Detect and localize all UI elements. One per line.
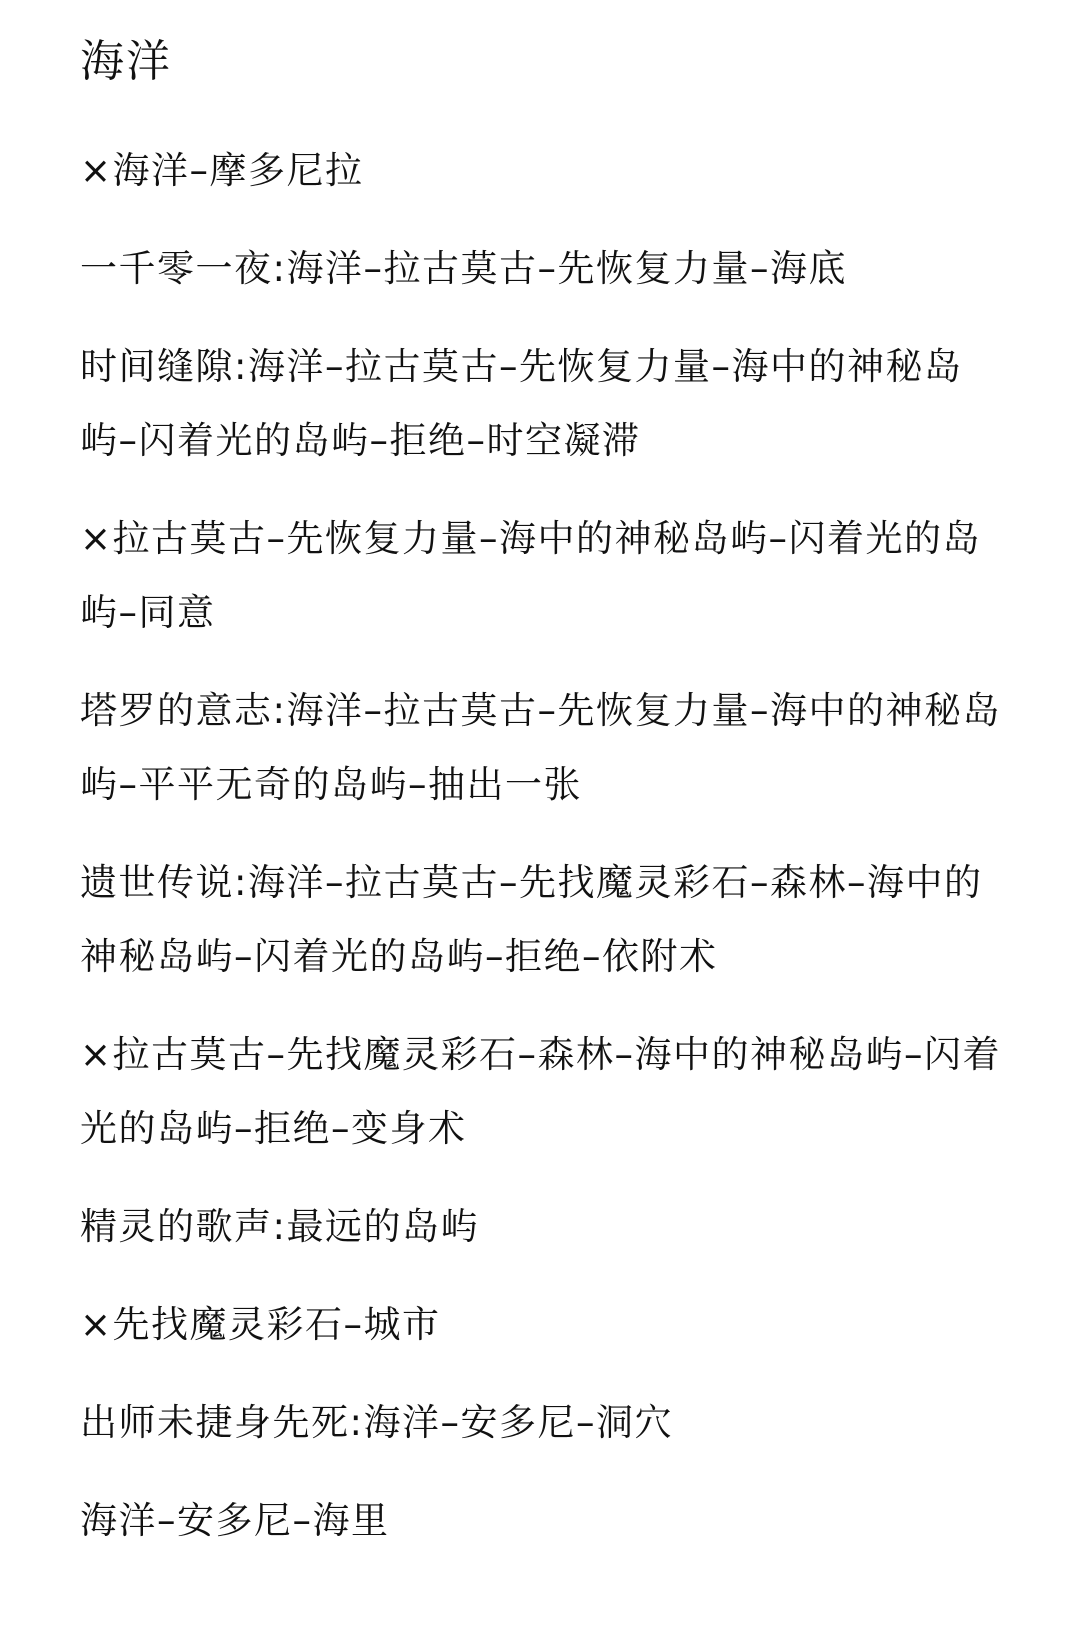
page-title: 海洋 — [80, 36, 172, 87]
route-list — [80, 134, 1020, 1582]
list-item: 出师未捷身先死:海洋–安多尼–洞穴 — [80, 1401, 673, 1444]
list-item: 精灵的歌声:最远的岛屿 — [80, 1205, 479, 1248]
list-item: 一千零一夜:海洋–拉古莫古–先恢复力量–海底 — [80, 247, 847, 290]
list-item: ×拉古莫古–先找魔灵彩石–森林–海中的神秘岛屿–闪着光的岛屿–拒绝–变身术 — [80, 1033, 1002, 1150]
list-item: 遗世传说:海洋–拉古莫古–先找魔灵彩石–森林–海中的神秘岛屿–闪着光的岛屿–拒绝–依附术 — [80, 861, 983, 978]
list-item: ×海洋–摩多尼拉 — [80, 149, 364, 192]
list-item: 海洋–安多尼–海里 — [80, 1499, 390, 1542]
list-item: ×拉古莫古–先恢复力量–海中的神秘岛屿–闪着光的岛屿–同意 — [80, 517, 982, 634]
list-item: ×先找魔灵彩石–城市 — [80, 1303, 441, 1346]
list-item: 塔罗的意志:海洋–拉古莫古–先恢复力量–海中的神秘岛屿–平平无奇的岛屿–抽出一张 — [80, 689, 1001, 806]
list-item: 时间缝隙:海洋–拉古莫古–先恢复力量–海中的神秘岛屿–闪着光的岛屿–拒绝–时空凝滞 — [80, 345, 963, 462]
